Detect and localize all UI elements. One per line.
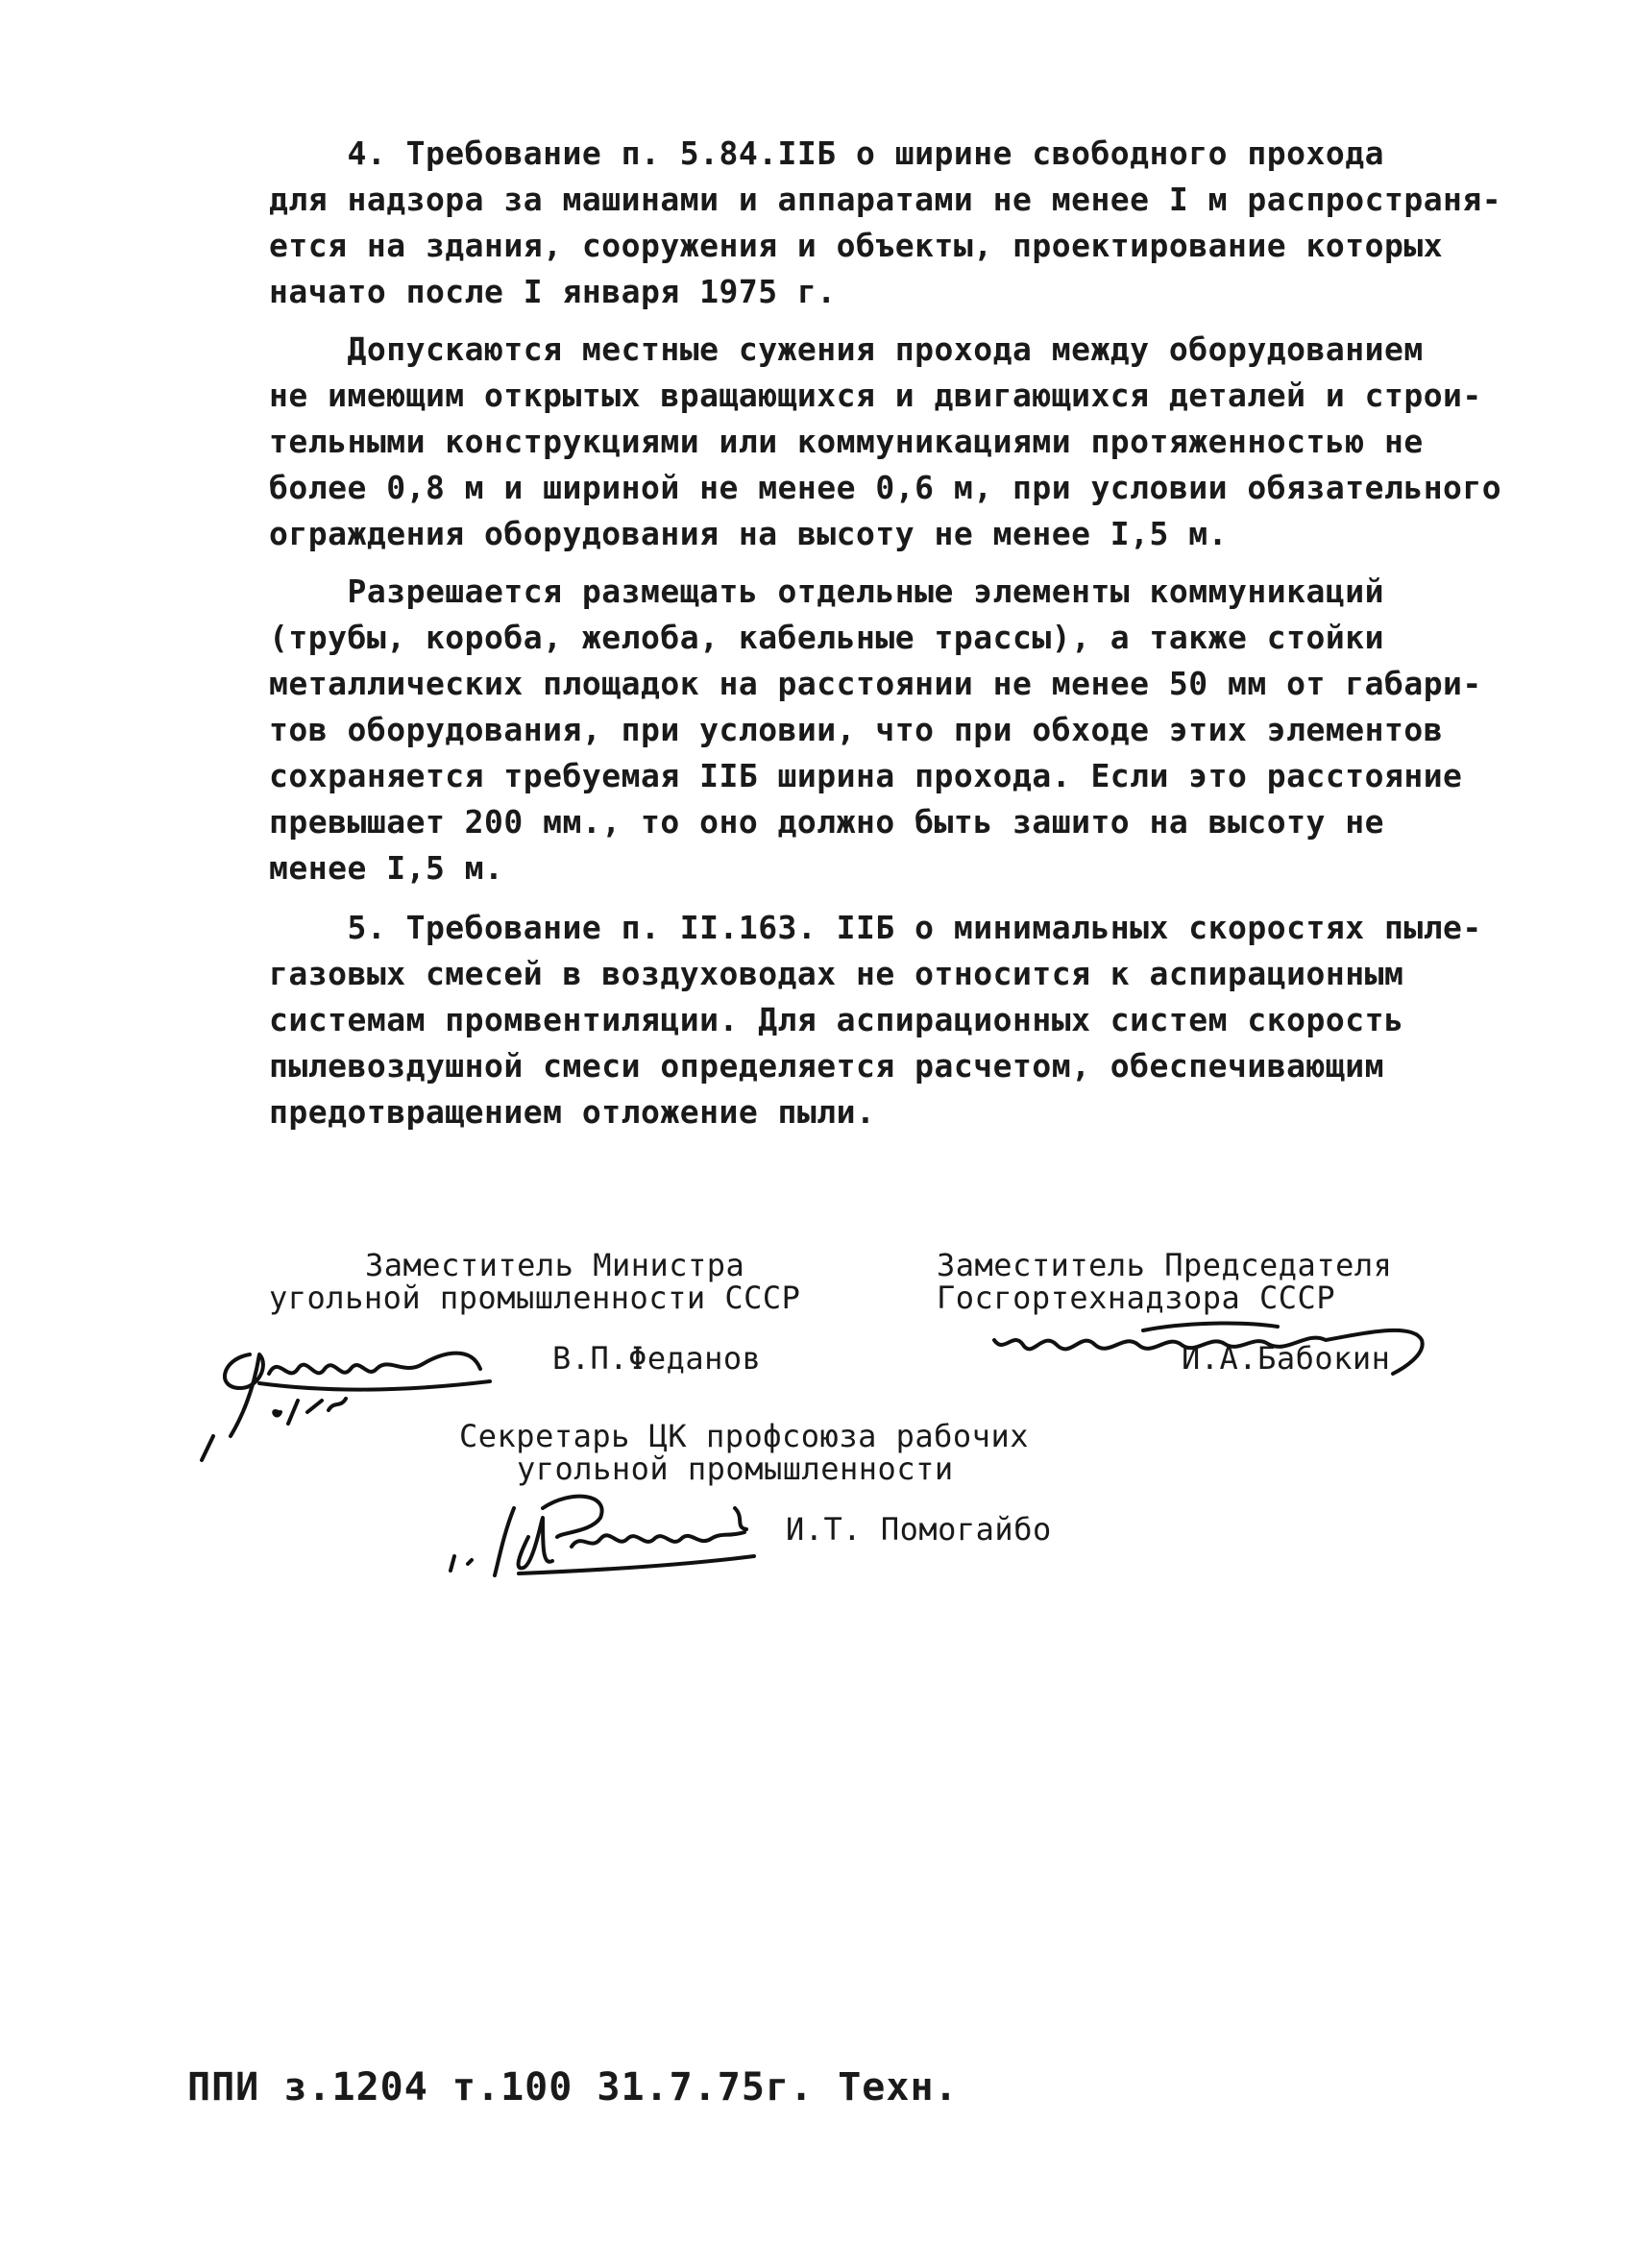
center-signature-image: [447, 1479, 773, 1585]
text-line: ограждения оборудования на высоту не менее I,5 м.: [269, 515, 1229, 552]
title-line: Госгортехнадзора СССР: [937, 1280, 1336, 1316]
text-line: более 0,8 м и шириной не менее 0,6 м, при условии обязательного: [269, 469, 1502, 506]
title-line: Заместитель Министра: [365, 1247, 745, 1283]
center-signatory-name: И.Т. Помогайбо: [786, 1511, 1052, 1548]
center-signatory-title: [459, 1420, 1029, 1485]
text-line: ется на здания, сооружения и объекты, проектирование которых: [269, 227, 1444, 264]
paragraph-item-5: [269, 905, 1482, 1135]
paragraph-item-4: [269, 131, 1502, 315]
text-line: 4. Требование п. 5.84.IIБ о ширине свободного прохода: [269, 134, 1384, 172]
text-line: газовых смесей в воздуховодах не относится к аспирационным: [269, 955, 1404, 992]
text-line: превышает 200 мм., то оно должно быть зашито на высоту не: [269, 803, 1384, 841]
text-line: сохраняется требуемая IIБ ширина прохода. Если это расстояние: [269, 757, 1463, 794]
text-line: менее I,5 м.: [269, 849, 504, 887]
text-line: предотвращением отложение пыли.: [269, 1093, 876, 1131]
print-footer: ППИ з.1204 т.100 31.7.75г. Техн.: [187, 2065, 959, 2109]
title-line: угольной промышленности СССР: [269, 1280, 801, 1316]
right-signature-image: [989, 1302, 1451, 1378]
text-line: Допускаются местные сужения прохода между оборудованием: [269, 330, 1424, 368]
text-line: системам промвентиляции. Для аспирационных систем скорость: [269, 1001, 1404, 1038]
right-signatory-name: И.А.Бабокин: [1182, 1340, 1391, 1377]
paragraph-local-narrowing: [269, 327, 1502, 557]
text-line: тов оборудования, при условии, что при обходе этих элементов: [269, 711, 1444, 748]
left-signatory-name: В.П.Φеданов: [552, 1340, 762, 1377]
title-line: Заместитель Председателя: [937, 1247, 1393, 1283]
text-line: начато после I января 1975 г.: [269, 273, 837, 310]
left-signatory-title: [269, 1249, 800, 1314]
text-line: для надзора за машинами и аппаратами не менее I м распространя-: [269, 181, 1502, 218]
text-line: не имеющим открытых вращающихся и двигающихся деталей и строи-: [269, 377, 1482, 414]
text-line: металлических площадок на расстоянии не менее 50 мм от габари-: [269, 665, 1482, 702]
text-line: 5. Требование п. II.163. IIБ о минимальных скоростях пыле-: [269, 909, 1482, 946]
title-line: Секретарь ЦК профсоюза рабочих: [459, 1418, 1029, 1454]
text-line: тельными конструкциями или коммуникациями протяженностью не: [269, 423, 1424, 460]
text-line: пылевоздушной смеси определяется расчетом, обеспечивающим: [269, 1047, 1384, 1085]
text-line: Разрешается размещать отдельные элементы коммуникаций: [269, 573, 1384, 610]
text-line: (трубы, короба, желоба, кабельные трассы), а также стойки: [269, 619, 1384, 656]
paragraph-communications: [269, 569, 1482, 891]
title-line: угольной промышленности: [517, 1451, 954, 1487]
